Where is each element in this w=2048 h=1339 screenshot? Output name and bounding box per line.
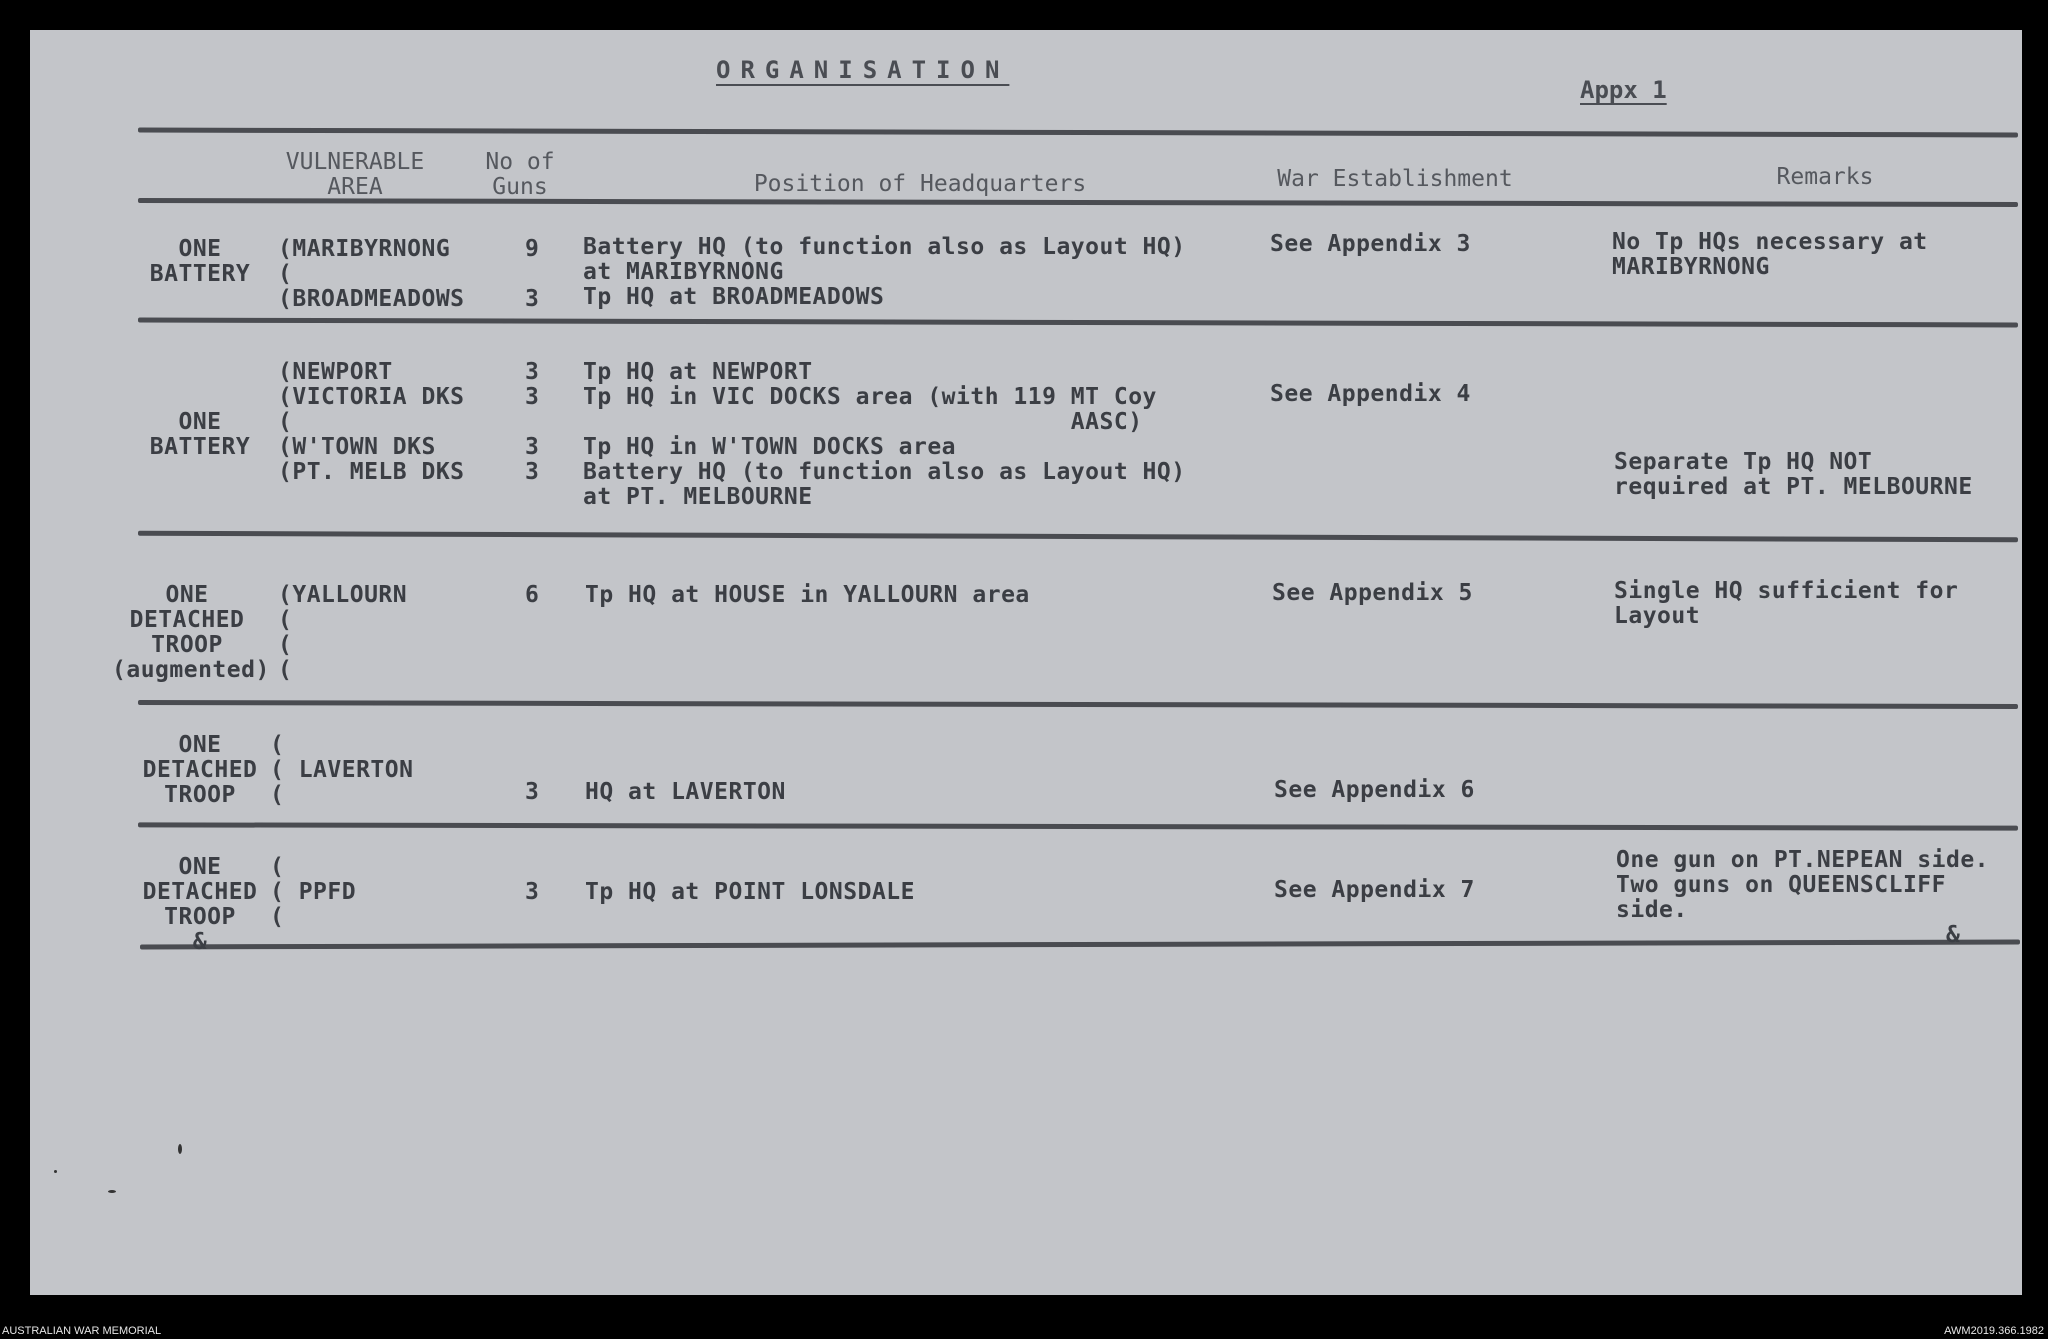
document-sheet [30, 30, 2022, 1295]
unit-cell: ONE DETACHED TROOP (augmented) [112, 582, 270, 683]
war-establishment-cell: See Appendix 3 [1270, 231, 1471, 257]
remarks-cell: Separate Tp HQ NOT required at PT. MELBOURNE [1614, 449, 1973, 500]
remarks-cell: One gun on PT.NEPEAN side. Two guns on QUEENSCLIFF side. & [1616, 847, 1990, 948]
guns-cell: 3 [525, 879, 540, 905]
unit-cell: ONE DETACHED TROOP & [142, 854, 258, 955]
remarks-cell: Single HQ sufficient for Layout [1614, 578, 1959, 629]
guns-cell: 9 3 [525, 236, 540, 312]
war-establishment-cell: See Appendix 4 [1270, 381, 1471, 407]
position-cell: Tp HQ at HOUSE in YALLOURN area [585, 582, 1030, 608]
table-top-rule [138, 128, 2018, 138]
paper-speck [54, 1170, 57, 1173]
header-war-establishment: War Establishment [1277, 166, 1513, 192]
guns-cell: 3 3 3 3 [525, 359, 540, 485]
guns-cell: 6 [525, 582, 540, 608]
paper-speck [108, 1190, 116, 1193]
header-position-of-headquarters: Position of Headquarters [753, 171, 1087, 197]
war-establishment-cell: See Appendix 6 [1274, 777, 1475, 803]
unit-cell: ONE BATTERY [149, 236, 251, 287]
war-establishment-cell: See Appendix 7 [1274, 877, 1475, 903]
appendix-reference: Appx 1 [1580, 76, 1667, 104]
position-cell: HQ at LAVERTON [585, 779, 786, 805]
position-cell: Battery HQ (to function also as Layout HQ) at MARIBYRNONG Tp HQ at BROADMEADOWS [583, 234, 1186, 310]
position-cell: Tp HQ at POINT LONSDALE [585, 879, 915, 905]
area-cell: ( ( LAVERTON ( [270, 732, 414, 808]
row-divider [138, 318, 2018, 328]
war-establishment-cell: See Appendix 5 [1272, 580, 1473, 606]
area-cell: ( ( PPFD ( [270, 854, 357, 930]
footer-accession-number: AWM2019.366.1982 [1944, 1325, 2044, 1337]
page-title: ORGANISATION [716, 56, 1010, 84]
header-remarks: Remarks [1776, 164, 1874, 190]
header-vulnerable-area: VULNERABLE AREA [285, 149, 425, 200]
header-no-of-guns: No of Guns [485, 149, 555, 200]
row-divider [138, 822, 2018, 830]
remarks-cell: No Tp HQs necessary at MARIBYRNONG [1612, 229, 1928, 280]
paper-speck [178, 1144, 182, 1154]
unit-cell: ONE DETACHED TROOP [142, 732, 258, 808]
row-divider [138, 531, 2018, 543]
position-cell: Tp HQ at NEWPORT Tp HQ in VIC DOCKS area (with 119 MT Coy AASC) Tp HQ in W'TOWN DOCKS area Battery HQ (to function also as Layout HQ) at PT. MELBOURNE [583, 359, 1186, 510]
area-cell: (YALLOURN ( ( ( [278, 582, 408, 683]
guns-cell: 3 [525, 779, 540, 805]
row-divider [138, 700, 2018, 709]
footer-institution: AUSTRALIAN WAR MEMORIAL [2, 1325, 162, 1337]
area-cell: (MARIBYRNONG ( (BROADMEADOWS [278, 236, 465, 312]
area-cell: (NEWPORT (VICTORIA DKS ( (W'TOWN DKS (PT. MELB DKS [278, 359, 465, 485]
unit-cell: ONE BATTERY [149, 409, 251, 460]
